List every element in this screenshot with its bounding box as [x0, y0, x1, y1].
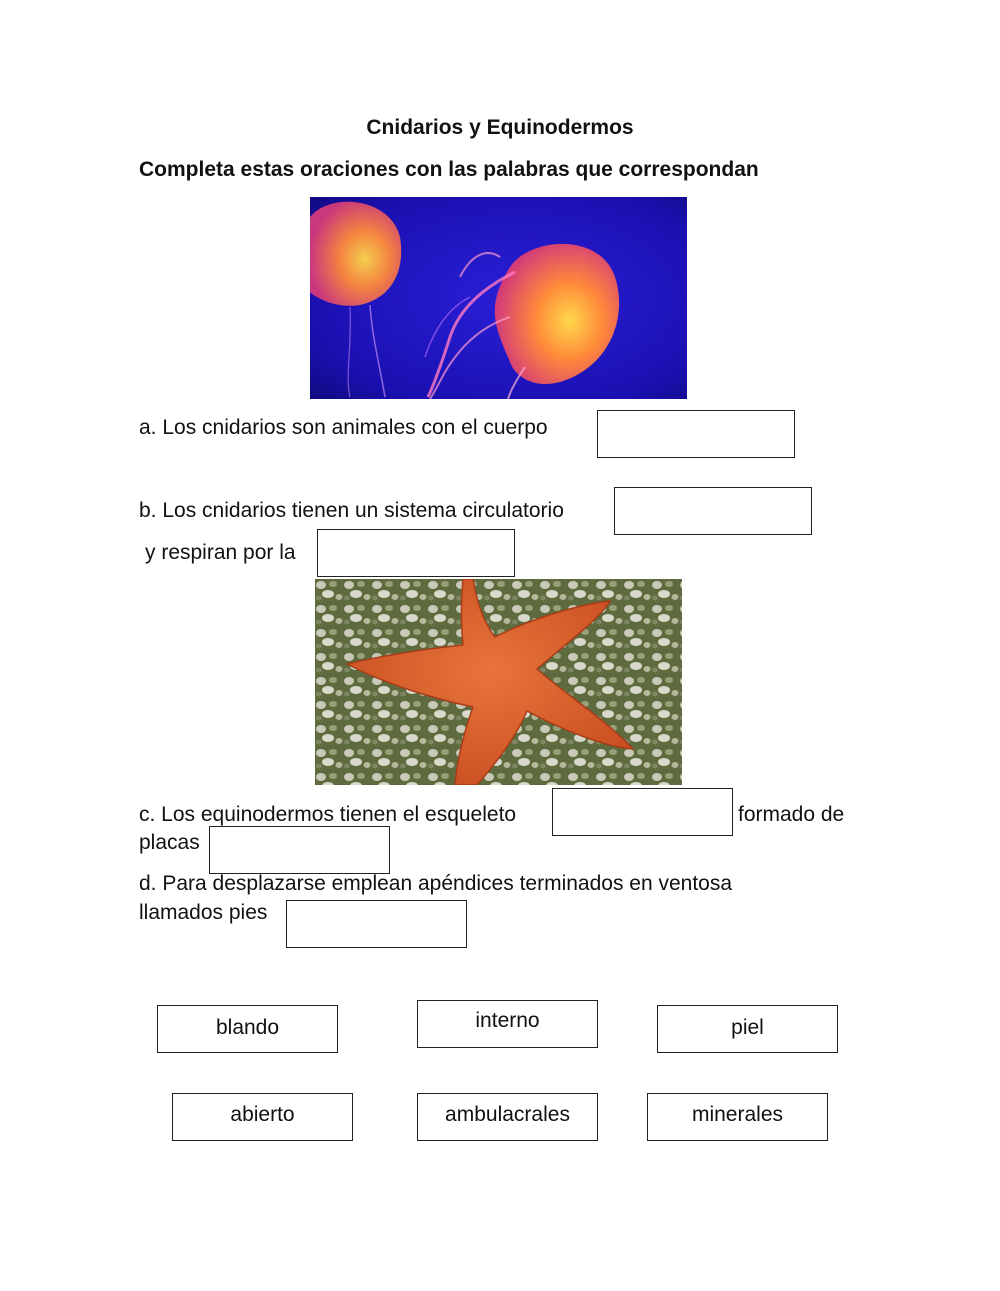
word-bank-item[interactable]: piel [657, 1005, 838, 1053]
word-bank-item[interactable]: minerales [647, 1093, 828, 1141]
answer-box-b1[interactable] [614, 487, 812, 535]
sentence-b-text: b. Los cnidarios tienen un sistema circulatorio [139, 499, 564, 522]
answer-box-c1[interactable] [552, 788, 733, 836]
answer-box-b2[interactable] [317, 529, 515, 577]
word-bank-item[interactable]: ambulacrales [417, 1093, 598, 1141]
answer-box-c2[interactable] [209, 826, 390, 874]
sentence-c-text: c. Los equinodermos tienen el esqueleto [139, 803, 517, 826]
answer-box-a[interactable] [597, 410, 795, 458]
sentence-b-continuation: y respiran por la [145, 541, 296, 564]
jellyfish-icon [310, 197, 687, 399]
starfish-icon [315, 579, 682, 785]
sentence-d-continuation: llamados pies [139, 901, 268, 924]
word-bank-item[interactable]: blando [157, 1005, 338, 1053]
sentence-c-middle: formado de [738, 803, 845, 826]
word-bank-item[interactable]: interno [417, 1000, 598, 1048]
word-bank-item[interactable]: abierto [172, 1093, 353, 1141]
answer-box-d[interactable] [286, 900, 467, 948]
jellyfish-image [310, 197, 687, 399]
instruction-text: Completa estas oraciones con las palabras que correspondan [139, 158, 759, 181]
page-title: Cnidarios y Equinodermos [366, 116, 634, 139]
sentence-c-end: placas [139, 831, 200, 854]
sentence-d-text: d. Para desplazarse emplean apéndices terminados en ventosa [139, 872, 733, 895]
starfish-image [315, 579, 682, 785]
sentence-a-text: a. Los cnidarios son animales con el cuerpo [139, 416, 548, 439]
